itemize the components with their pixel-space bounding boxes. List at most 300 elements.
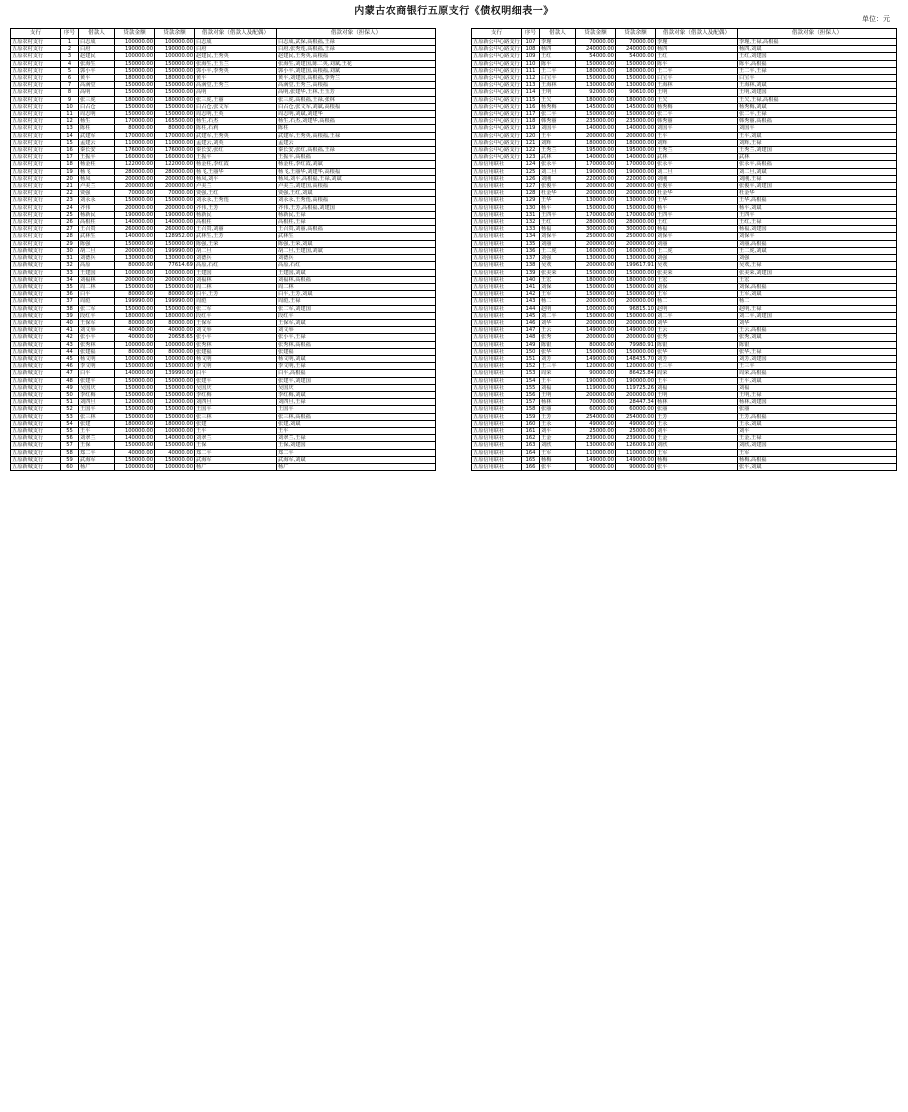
cell-borrower-spouse: 赵建民,王秀英 — [195, 53, 277, 60]
cell-loan-balance: 140000.00 — [616, 125, 656, 132]
cell-borrower-spouse: 杨凤,刘平 — [195, 175, 277, 182]
cell-no: 34 — [61, 276, 79, 283]
cell-loan-amount: 150000.00 — [115, 413, 155, 420]
cell-loan-balance: 149000.00 — [616, 456, 656, 463]
cell-loan-amount: 150000.00 — [115, 67, 155, 74]
table-row — [472, 240, 897, 247]
cell-loan-amount: 49000.00 — [576, 420, 616, 427]
cell-loan-balance: 60000.00 — [616, 406, 656, 413]
cell-no: 2 — [61, 46, 79, 53]
cell-no: 59 — [61, 456, 79, 463]
cell-no: 141 — [522, 283, 540, 290]
ledger-table-left — [10, 28, 436, 471]
cell-loan-amount: 160000.00 — [115, 154, 155, 161]
table-row — [11, 305, 436, 312]
cell-loan-amount: 130000.00 — [576, 197, 616, 204]
cell-guarantor: 王秀兰,刘建国 — [738, 147, 897, 154]
cell-branch: 五原新公中心路支行 — [473, 82, 520, 89]
cell-borrower-spouse: 张二军 — [195, 305, 277, 312]
cell-borrower-spouse: 王军 — [656, 449, 738, 456]
cell-guarantor: 武林 — [738, 154, 897, 161]
cell-no: 12 — [61, 118, 79, 125]
cell-borrower: 张平 — [540, 463, 576, 470]
cell-branch: 五原信用联社 — [472, 327, 522, 334]
cell-borrower-spouse: 郭小平,李秀英 — [195, 67, 277, 74]
cell-guarantor: 张海生,刘建国,陈二英,刘斌,王花 — [277, 60, 436, 67]
cell-loan-balance: 200000.00 — [155, 183, 195, 190]
cell-branch: 五原信用联社 — [472, 240, 522, 247]
cell-branch: 五原新城支行 — [11, 449, 61, 456]
cell-guarantor: 王二虎,刘斌 — [738, 247, 897, 254]
cell-loan-amount: 110000.00 — [576, 449, 616, 456]
cell-loan-balance: 176000.00 — [155, 147, 195, 154]
cell-loan-amount: 200000.00 — [115, 204, 155, 211]
cell-guarantor: 黄平,刘建国,高根福,李秀兰 — [277, 75, 436, 82]
cell-loan-balance: 86425.84 — [616, 370, 656, 377]
cell-no: 39 — [61, 312, 79, 319]
cell-loan-balance: 190000.00 — [616, 377, 656, 384]
cell-no: 9 — [61, 96, 79, 103]
table-row — [472, 319, 897, 326]
cell-borrower: 刘华 — [540, 319, 576, 326]
cell-borrower: 杨四 — [540, 46, 576, 53]
cell-borrower: 张永平 — [540, 161, 576, 168]
cell-loan-balance: 90000.00 — [616, 463, 656, 470]
cell-branch: 五原信用联社 — [472, 262, 522, 269]
cell-borrower: 赵明 — [540, 305, 576, 312]
cell-branch: 五原农村支行 — [11, 82, 61, 89]
cell-borrower-spouse: 杨梅 — [656, 456, 738, 463]
cell-branch: 五原新城支行 — [11, 305, 61, 312]
cell-loan-balance: 200000.00 — [616, 190, 656, 197]
cell-guarantor: 王国平 — [277, 406, 436, 413]
cell-no: 119 — [522, 125, 540, 132]
cell-borrower-spouse: 张俊平 — [656, 183, 738, 190]
table-row — [11, 406, 436, 413]
cell-borrower: 刘国平 — [540, 125, 576, 132]
cell-no: 130 — [522, 204, 540, 211]
cell-branch: 五原新城支行 — [11, 427, 61, 434]
header-loan-amount: 贷款金额 — [115, 29, 155, 39]
cell-loan-amount: 149000.00 — [576, 355, 616, 362]
cell-loan-amount: 90000.00 — [576, 463, 616, 470]
cell-borrower-spouse: 王芳 — [656, 413, 738, 420]
cell-borrower: 张美荣 — [540, 269, 576, 276]
cell-guarantor: 王金,王禄 — [738, 435, 897, 442]
cell-loan-amount: 180000.00 — [576, 96, 616, 103]
cell-loan-balance: 180000.00 — [616, 139, 656, 146]
cell-borrower: 孟建云 — [79, 139, 115, 146]
cell-guarantor: 贾强,王红,刘斌 — [277, 190, 436, 197]
cell-loan-balance: 200000.00 — [155, 175, 195, 182]
cell-no: 22 — [61, 190, 79, 197]
cell-guarantor: 杨二 — [738, 298, 897, 305]
cell-loan-balance: 150000.00 — [155, 82, 195, 89]
cell-loan-amount: 170000.00 — [115, 118, 155, 125]
cell-guarantor: 王永,刘斌 — [738, 420, 897, 427]
cell-borrower-spouse: 王保 — [195, 442, 277, 449]
cell-loan-amount: 150000.00 — [115, 391, 155, 398]
cell-loan-amount: 254000.00 — [576, 413, 616, 420]
table-row — [472, 334, 897, 341]
table-row — [11, 255, 436, 262]
cell-borrower-spouse: 刘保 — [656, 283, 738, 290]
cell-no: 128 — [522, 190, 540, 197]
cell-no: 40 — [61, 319, 79, 326]
cell-borrower: 刘芳 — [540, 355, 576, 362]
table-row — [11, 240, 436, 247]
cell-branch: 五原农村支行 — [11, 118, 61, 125]
cell-loan-amount: 145000.00 — [576, 103, 616, 110]
table-row — [11, 276, 436, 283]
header-loan-balance: 贷款余额 — [155, 29, 195, 39]
table-row — [11, 449, 436, 456]
table-row — [472, 341, 897, 348]
cell-borrower-spouse: 周荣 — [656, 370, 738, 377]
cell-guarantor: 王华,高根福 — [738, 197, 897, 204]
cell-guarantor: 吴国庆 — [277, 384, 436, 391]
cell-borrower: 陈银 — [540, 341, 576, 348]
cell-borrower: 王欠 — [540, 96, 576, 103]
cell-guarantor: 刘四旦,王禄 — [277, 399, 436, 406]
cell-borrower-spouse: 周志明,王英 — [195, 111, 277, 118]
cell-branch: 五原信用联社 — [472, 175, 522, 182]
cell-loan-amount: 80000.00 — [115, 262, 155, 269]
cell-no: 4 — [61, 60, 79, 67]
cell-branch: 五原信用联社 — [472, 233, 522, 240]
cell-branch: 五原信用联社 — [472, 399, 522, 406]
cell-branch: 五原新城支行 — [11, 391, 61, 398]
cell-guarantor: 刘丽,高根福 — [738, 240, 897, 247]
table-row — [472, 363, 897, 370]
cell-no: 136 — [522, 247, 540, 254]
cell-no: 118 — [522, 118, 540, 125]
cell-borrower: 王华 — [540, 197, 576, 204]
table-row — [472, 89, 897, 96]
cell-guarantor: 胡二旦,王建国,刘斌 — [277, 247, 436, 254]
cell-guarantor: 张建,刘斌 — [277, 420, 436, 427]
cell-borrower: 王金 — [540, 435, 576, 442]
cell-loan-balance: 150000.00 — [155, 283, 195, 290]
cell-loan-balance: 190000.00 — [616, 168, 656, 175]
cell-guarantor: 白宝平 — [738, 75, 897, 82]
table-row — [472, 233, 897, 240]
cell-no: 44 — [61, 348, 79, 355]
cell-guarantor: 张华,王禄 — [738, 348, 897, 355]
cell-borrower: 刘二旦 — [540, 168, 576, 175]
cell-loan-amount: 40000.00 — [115, 334, 155, 341]
cell-branch: 五原新公中心路支行 — [473, 111, 520, 118]
cell-guarantor: 王建国,刘斌 — [277, 269, 436, 276]
cell-borrower: 高原 — [79, 262, 115, 269]
cell-no: 30 — [61, 247, 79, 254]
cell-guarantor: 刘翠兰,王禄 — [277, 435, 436, 442]
cell-guarantor: 白平,高根福 — [277, 370, 436, 377]
cell-no: 8 — [61, 89, 79, 96]
cell-loan-balance: 150000.00 — [155, 442, 195, 449]
cell-loan-balance: 220000.00 — [616, 175, 656, 182]
cell-no: 32 — [61, 262, 79, 269]
cell-borrower: 白平 — [79, 291, 115, 298]
cell-guarantor: 王明,王禄 — [738, 391, 897, 398]
cell-loan-amount: 60000.00 — [576, 406, 616, 413]
table-row — [11, 283, 436, 290]
table-row — [472, 168, 897, 175]
cell-guarantor: 杨福,刘建国 — [738, 226, 897, 233]
table-row — [11, 262, 436, 269]
cell-borrower: 杨福 — [540, 226, 576, 233]
cell-no: 135 — [522, 240, 540, 247]
cell-borrower-spouse: 白占仓,张文军 — [195, 103, 277, 110]
cell-guarantor: 张秀,刘斌 — [738, 334, 897, 341]
cell-branch: 五原农村支行 — [11, 226, 61, 233]
cell-borrower: 陈柱 — [79, 125, 115, 132]
cell-borrower: 卢美兰 — [79, 183, 115, 190]
cell-loan-balance: 120000.00 — [155, 399, 195, 406]
cell-loan-balance: 199990.00 — [155, 298, 195, 305]
cell-branch: 五原信用联社 — [472, 406, 522, 413]
cell-guarantor: 刘强 — [738, 255, 897, 262]
cell-loan-amount: 170000.00 — [576, 161, 616, 168]
cell-no: 47 — [61, 370, 79, 377]
cell-borrower: 刘刚 — [540, 175, 576, 182]
cell-borrower-spouse: 王云 — [656, 327, 738, 334]
cell-loan-balance: 180000.00 — [616, 67, 656, 74]
cell-loan-balance: 150000.00 — [155, 305, 195, 312]
cell-no: 43 — [61, 341, 79, 348]
cell-borrower-spouse: 刘福林 — [195, 276, 277, 283]
cell-loan-amount: 120000.00 — [576, 363, 616, 370]
cell-guarantor: 刘永永,王秀莲,高根福 — [277, 197, 436, 204]
cell-borrower: 周彪 — [79, 298, 115, 305]
cell-borrower-spouse: 武建军,王秀英 — [195, 132, 277, 139]
table-row — [472, 103, 897, 110]
cell-loan-balance: 150000.00 — [155, 240, 195, 247]
cell-branch: 五原信用联社 — [472, 377, 522, 384]
cell-borrower-spouse: 陈强,王荣 — [195, 240, 277, 247]
cell-loan-amount: 150000.00 — [115, 384, 155, 391]
cell-loan-balance: 20658.65 — [155, 334, 195, 341]
cell-borrower-spouse: 段红平 — [195, 312, 277, 319]
cell-branch: 五原信用联社 — [472, 168, 522, 175]
cell-loan-amount: 200000.00 — [115, 175, 155, 182]
table-row — [472, 327, 897, 334]
cell-no: 161 — [522, 427, 540, 434]
cell-guarantor: 王欠,王禄,高根福 — [738, 96, 897, 103]
table-row — [472, 355, 897, 362]
cell-branch: 五原新城支行 — [11, 399, 61, 406]
cell-no: 151 — [522, 355, 540, 362]
cell-branch: 五原农村支行 — [11, 190, 61, 197]
cell-borrower-spouse: 陈平 — [656, 60, 738, 67]
table-row — [472, 183, 897, 190]
cell-borrower-spouse: 刘二平 — [656, 312, 738, 319]
cell-loan-amount: 200000.00 — [576, 319, 616, 326]
table-row — [472, 291, 897, 298]
cell-guarantor: 周志明,刘斌,刘建华 — [277, 111, 436, 118]
cell-loan-amount: 160000.00 — [576, 247, 616, 254]
cell-loan-amount: 130000.00 — [576, 255, 616, 262]
unit-label: 单位：元 — [862, 15, 890, 23]
cell-guarantor: 王保,刘建国 — [277, 442, 436, 449]
cell-branch: 五原新城支行 — [11, 276, 61, 283]
table-row — [11, 96, 436, 103]
ledger-table-right — [471, 28, 897, 471]
cell-loan-balance: 120000.00 — [616, 363, 656, 370]
header-borrower-spouse: 借款对象（借款人及配偶） — [656, 29, 738, 39]
cell-borrower: 王宏 — [540, 276, 576, 283]
cell-loan-amount: 180000.00 — [576, 276, 616, 283]
cell-guarantor: 张小平,王禄 — [277, 334, 436, 341]
cell-borrower: 张建平 — [79, 377, 115, 384]
cell-no: 11 — [61, 111, 79, 118]
cell-no: 158 — [522, 406, 540, 413]
cell-borrower-spouse: 杨金柱,李红霞 — [195, 161, 277, 168]
cell-loan-amount: 180000.00 — [576, 139, 616, 146]
cell-guarantor: 杨梅,高根福 — [738, 456, 897, 463]
table-row — [472, 39, 897, 46]
cell-borrower: 刘福林 — [79, 276, 115, 283]
cell-no: 127 — [522, 183, 540, 190]
cell-loan-balance: 128952.00 — [155, 233, 195, 240]
cell-no: 27 — [61, 226, 79, 233]
cell-no: 10 — [61, 103, 79, 110]
cell-guarantor: 王宏 — [738, 276, 897, 283]
cell-borrower: 王保 — [79, 442, 115, 449]
cell-branch: 五原新城支行 — [11, 413, 61, 420]
cell-branch: 五原新公中心路支行 — [473, 75, 520, 82]
table-row — [472, 449, 897, 456]
cell-loan-amount: 80000.00 — [115, 348, 155, 355]
cell-loan-amount: 100000.00 — [115, 269, 155, 276]
cell-loan-balance: 150000.00 — [155, 384, 195, 391]
cell-guarantor: 段红平 — [277, 312, 436, 319]
table-row — [472, 226, 897, 233]
cell-no: 120 — [522, 132, 540, 139]
table-row — [472, 305, 897, 312]
cell-branch: 五原农村支行 — [11, 132, 61, 139]
cell-loan-balance: 200000.00 — [616, 132, 656, 139]
cell-borrower: 刘福 — [540, 384, 576, 391]
cell-borrower-spouse: 张丽 — [656, 406, 738, 413]
cell-branch: 五原信用联社 — [472, 219, 522, 226]
table-row — [11, 161, 436, 168]
cell-no: 54 — [61, 420, 79, 427]
cell-guarantor: 陈柱 — [277, 125, 436, 132]
cell-no: 37 — [61, 298, 79, 305]
cell-borrower: 武海军 — [79, 456, 115, 463]
cell-loan-balance: 260000.00 — [155, 226, 195, 233]
cell-loan-balance: 110000.00 — [616, 449, 656, 456]
cell-borrower: 杨凤 — [79, 175, 115, 182]
cell-borrower: 杨新民 — [79, 211, 115, 218]
cell-guarantor: 张美荣,刘建国 — [738, 269, 897, 276]
cell-branch: 五原信用联社 — [472, 283, 522, 290]
cell-borrower: 杨广 — [79, 463, 115, 470]
cell-branch: 五原信用联社 — [472, 319, 522, 326]
cell-loan-balance: 80000.00 — [155, 291, 195, 298]
cell-no: 121 — [522, 139, 540, 146]
cell-borrower-spouse: 王三平 — [656, 363, 738, 370]
table-row — [11, 269, 436, 276]
cell-guarantor: 杨凤,刘平,高根福,王禄,刘斌 — [277, 175, 436, 182]
cell-borrower-spouse: 王红 — [656, 53, 738, 60]
cell-borrower: 秦长安 — [79, 147, 115, 154]
table-row — [472, 377, 897, 384]
table-row — [11, 384, 436, 391]
cell-branch: 五原农村支行 — [11, 125, 61, 132]
cell-borrower: 王红 — [540, 53, 576, 60]
cell-borrower: 李红梅 — [79, 391, 115, 398]
cell-loan-balance: 119725.26 — [616, 384, 656, 391]
cell-loan-balance: 280000.00 — [155, 168, 195, 175]
cell-borrower-spouse: 白府 — [195, 46, 277, 53]
cell-no: 35 — [61, 283, 79, 290]
cell-borrower-spouse: 武林生,王芳 — [195, 233, 277, 240]
cell-borrower-spouse: 王平 — [656, 132, 738, 139]
cell-no: 133 — [522, 226, 540, 233]
cell-borrower: 吴欢 — [540, 262, 576, 269]
cell-no: 52 — [61, 406, 79, 413]
cell-loan-amount: 25000.00 — [576, 427, 616, 434]
cell-borrower-spouse: 张建平 — [195, 377, 277, 384]
cell-branch: 五原农村支行 — [11, 60, 61, 67]
cell-guarantor: 白占仓,张文军,刘斌,高根福 — [277, 103, 436, 110]
cell-guarantor: 白平,王芳,刘斌 — [277, 291, 436, 298]
cell-loan-balance: 110000.00 — [155, 139, 195, 146]
cell-loan-amount: 235000.00 — [576, 118, 616, 125]
cell-borrower-spouse: 刘丽 — [656, 240, 738, 247]
cell-no: 57 — [61, 442, 79, 449]
cell-loan-balance: 100000.00 — [155, 463, 195, 470]
cell-loan-balance: 150000.00 — [155, 406, 195, 413]
table-row — [472, 348, 897, 355]
cell-loan-balance: 80000.00 — [155, 348, 195, 355]
cell-no: 165 — [522, 456, 540, 463]
cell-guarantor: 刘德兵 — [277, 255, 436, 262]
cell-borrower: 王三平 — [540, 363, 576, 370]
table-row — [11, 247, 436, 254]
table-row — [472, 46, 897, 53]
cell-guarantor: 杨四,刘斌 — [738, 46, 897, 53]
cell-branch: 五原新城支行 — [11, 420, 61, 427]
cell-branch: 五原农村支行 — [11, 197, 61, 204]
cell-branch: 五原农村支行 — [11, 46, 61, 53]
page-title: 内蒙古农商银行五原支行《债权明细表一》 — [354, 6, 554, 17]
cell-loan-balance: 190000.00 — [155, 46, 195, 53]
cell-no: 117 — [522, 111, 540, 118]
cell-branch: 五原农村支行 — [11, 39, 61, 46]
cell-loan-amount: 80000.00 — [115, 319, 155, 326]
cell-loan-amount: 40000.00 — [115, 449, 155, 456]
cell-no: 134 — [522, 233, 540, 240]
cell-borrower-spouse: 杨生,石杰 — [195, 118, 277, 125]
cell-loan-amount: 200000.00 — [115, 247, 155, 254]
cell-loan-balance: 200000.00 — [616, 334, 656, 341]
cell-borrower-spouse: 刘翠兰 — [195, 435, 277, 442]
cell-no: 20 — [61, 175, 79, 182]
cell-branch: 五原新城支行 — [11, 363, 61, 370]
cell-guarantor: 张三林,高根福 — [277, 413, 436, 420]
table-row — [472, 161, 897, 168]
cell-no: 156 — [522, 391, 540, 398]
cell-branch: 五原信用联社 — [472, 190, 522, 197]
cell-borrower: 张小平 — [79, 334, 115, 341]
cell-no: 143 — [522, 298, 540, 305]
cell-borrower-spouse: 张三虎,王丽 — [195, 96, 277, 103]
cell-no: 23 — [61, 197, 79, 204]
cell-borrower-spouse: 刘平 — [656, 427, 738, 434]
